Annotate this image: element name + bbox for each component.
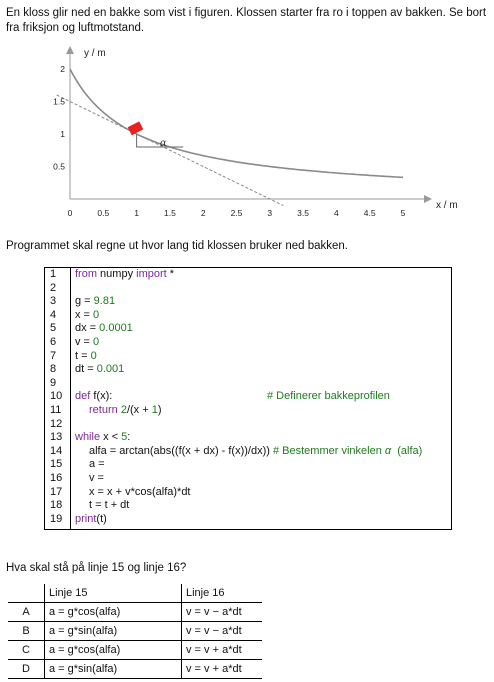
table-header-row [8,584,262,603]
code-line-14: alfa = arctan(abs((f(x + dx) - f(x))/dx)) # Bestemmer vinkelen α (alfa) [89,444,423,457]
x-axis-label: x / m [436,200,458,211]
x-tick-label: 3 [267,208,273,218]
table-row [8,603,262,622]
line-number: 14 [50,444,63,457]
x-tick-label: 1.5 [163,208,176,218]
line16-cell: v = v + a*dt [182,660,263,679]
line15-cell: a = g*cos(alfa) [45,641,182,660]
line-number: 10 [50,390,63,403]
line15-cell: a = g*cos(alfa) [45,603,182,622]
header-cell: Linje 16 [182,584,263,603]
x-tick-label: 5 [400,208,406,218]
slope-curve [70,69,403,177]
x-tick-label: 2.5 [230,208,243,218]
option-letter: D [8,660,45,679]
table-row [8,641,262,660]
sliding-block [128,121,144,135]
code-line-16: v = [89,472,104,484]
code-line-8: dt = 0.001 [75,363,125,376]
slope-figure [52,44,462,222]
x-tick-label: 2 [200,208,206,218]
code-line-19: print(t) [75,512,107,525]
code-line-18: t = t + dt [89,499,130,512]
line-number: 2 [50,281,57,294]
line16-cell: v = v − a*dt [182,603,263,622]
header-cell: Linje 15 [45,584,182,603]
code-line-13: while x < 5: [75,431,131,444]
intro-text: En kloss glir ned en bakke som vist i figuren. Klossen starter fra ro i toppen av bakken. Se bort fra friksjon og luftmotstand. [6,7,487,34]
y-tick-label: 2 [60,64,65,74]
question-text: Hva skal stå på linje 15 og linje 16? [6,562,187,574]
code-line-4: x = 0 [75,308,100,321]
line-number: 9 [50,376,57,389]
code-line-17: x = x + v*cos(alfa)*dt [89,485,191,498]
line-number: 13 [50,431,63,444]
line-number: 12 [50,417,63,430]
y-axis-label: y / m [84,48,106,59]
line-number: 17 [50,485,63,498]
x-tick-label: 1 [134,208,139,218]
line-number: 3 [50,295,57,308]
y-tick-label: 0.5 [53,161,65,172]
header-cell [8,584,45,603]
x-tick-label: 0 [67,208,73,218]
line-number: 7 [50,349,57,362]
y-tick-label: 1 [60,129,65,139]
line-number: 6 [50,336,57,348]
answer-table [8,584,262,679]
line15-cell: a = g*sin(alfa) [45,660,182,679]
line-number: 19 [50,512,63,525]
table-row [8,622,262,641]
x-tick-label: 3.5 [297,208,310,218]
line16-cell: v = v − a*dt [182,622,263,641]
x-tick-label: 0.5 [97,208,110,218]
code-listing [44,267,452,530]
code-line-3: g = 9.81 [75,295,116,308]
code-line-10: def f(x): # Definerer bakkeprofilen [75,390,390,403]
y-axis-arrow [66,46,74,54]
code-line-1: from numpy import * [75,268,175,280]
line-number: 1 [50,268,57,280]
line-number: 18 [50,499,63,512]
x-axis-arrow [424,195,432,203]
x-tick-label: 4 [334,208,339,218]
code-line-15: a = [89,458,105,471]
line-number: 5 [50,322,57,335]
code-line-7: t = 0 [75,349,97,362]
line-number: 8 [50,363,57,376]
angle-label: α [159,138,167,149]
option-letter: C [8,641,45,660]
line-number: 4 [50,308,57,321]
line16-cell: v = v + a*dt [182,641,263,660]
option-letter: B [8,622,45,641]
option-letter: A [8,603,45,622]
line-number: 11 [50,404,62,416]
line-number: 15 [50,458,63,471]
program-description: Programmet skal regne ut hvor lang tid klossen bruker ned bakken. [6,240,348,252]
line15-cell: a = g*sin(alfa) [45,622,182,641]
y-tick-label: 1.5 [53,96,65,107]
line-number: 16 [50,472,63,484]
code-line-5: dx = 0.0001 [75,322,133,335]
table-row [8,660,262,679]
x-tick-label: 4.5 [363,208,376,218]
tangent-line [57,95,283,206]
code-line-6: v = 0 [75,336,100,348]
code-line-11: return 2/(x + 1) [89,404,162,416]
